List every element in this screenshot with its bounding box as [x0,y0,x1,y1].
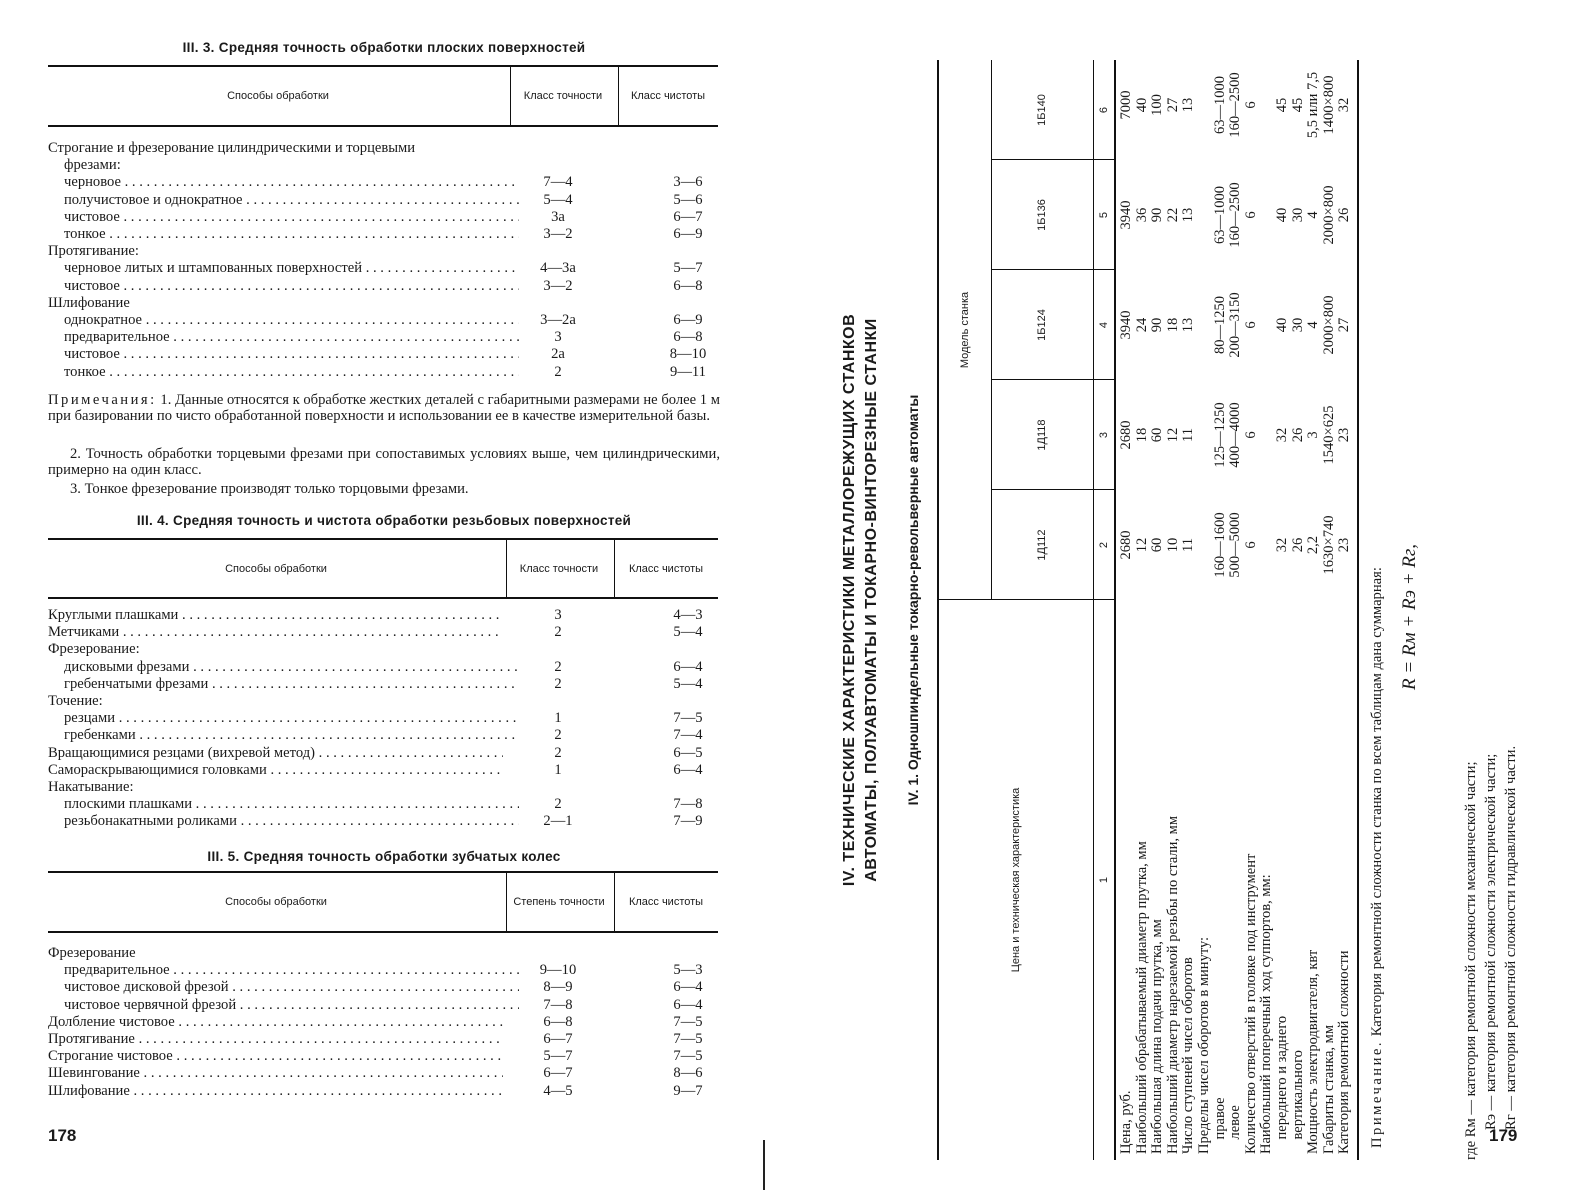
rotated-table-block [837,40,1557,1160]
table5-header [48,871,718,933]
finish-value: 9—11 [670,363,706,380]
where-line-2: Rэ — категория ремонтной сложности электрической части; [1483,753,1499,1130]
row-value: 18 [1164,317,1181,333]
table-row [48,607,720,624]
colnum-4: 4 [1098,321,1110,329]
method-name: Метчиками . . . [48,624,503,641]
row-value: 3 [1305,431,1322,439]
formula: R = Rм + Rэ + Rг, [1399,543,1420,690]
row-value: 2000×800 [1320,295,1337,355]
method-name: Долбление чистовое . . . [48,1014,503,1031]
finish-value: 7—9 [673,813,703,830]
table-row [48,192,720,209]
table5-col-accuracy: Степень точности [513,896,605,908]
table-row [48,796,720,813]
method-name: резьбонакатными роликами . . . [48,813,519,830]
table-row [48,676,720,693]
note-text: Категория ремонтной сложности станка по всем таблицам дана суммарная: [1369,567,1385,1037]
table-row [48,295,720,312]
row-value: 13 [1180,317,1197,333]
finish-value: 8—6 [673,1065,703,1082]
table-row [48,140,720,157]
method-name: предварительное . . . [48,962,519,979]
accuracy-value: 2 [554,796,562,813]
row-value: 1630×740 [1320,515,1337,575]
table4-col-accuracy: Класс точности [519,562,599,575]
accuracy-value: 7—4 [543,174,573,191]
table-row [48,312,720,329]
accuracy-value: 6—8 [543,1013,573,1030]
finish-value: 6—9 [673,226,703,242]
table-bottom-rule [1357,60,1359,1160]
finish-value: 7—8 [673,796,703,813]
table5-col-finish: Класс чистоты [628,896,704,908]
row-value: 2680 [1118,420,1134,450]
finish-value: 8—10 [669,346,707,363]
accuracy-value: 1 [554,710,562,727]
method-name: тонкое . . . [48,364,519,381]
finish-value: 6—5 [673,744,703,761]
accuracy-value: 9—10 [539,962,577,979]
table3-note2: 2. Точность обработки торцевыми фрезами при сопоставимых условиях выше, чем цилиндрическими, примерно на один класс. [48,446,720,478]
method-name: чистовое . . . [48,209,519,226]
row-value: 45 [1274,97,1290,113]
colnum-5: 5 [1098,211,1110,219]
accuracy-value: 5—7 [543,1048,573,1065]
table-row [48,329,720,346]
row-label: правое [1211,1097,1228,1154]
method-name: плоскими плашками . . . [48,796,519,813]
finish-value: 4—3 [673,607,703,623]
row-value: 60 [1149,427,1166,443]
row-value: 13 [1180,207,1197,223]
accuracy-value: 6—7 [543,1065,573,1082]
page-number-left: 178 [48,1126,77,1145]
model-5: 1Б140 [1036,94,1048,126]
method-name: однократное . . . [48,312,519,329]
method-name: резцами . . . [48,710,519,727]
accuracy-value: 2—1 [543,813,573,830]
machine-row [1244,60,1260,1154]
row-value: 7000 [1118,90,1134,120]
accuracy-value: 7—8 [543,996,573,1013]
accuracy-value: 8—9 [543,979,573,996]
table-row [48,641,720,658]
table-row [48,997,720,1014]
machine-row [1337,60,1353,1154]
finish-value: 6—7 [673,208,703,225]
finish-value: 6—8 [673,277,703,294]
row-label: левое [1227,1105,1244,1154]
table-row [48,209,720,226]
where-line-3: Rг — категория ремонтной сложности гидравлической части. [1503,745,1519,1130]
accuracy-value: 2 [554,658,562,675]
table-row [48,779,720,796]
table4-title: III. 4. Средняя точность и чистота обработки резьбовых поверхностей [136,513,632,528]
row-value: 27 [1164,97,1181,113]
colnum-2: 2 [1098,541,1110,549]
machine-row [1119,60,1135,1154]
row-value: 160—2500 [1227,182,1244,248]
machine-row [1228,60,1244,1154]
table-row [48,1065,720,1082]
row-value: 30 [1289,207,1306,223]
row-label: Число ступеней чисел оборотов [1180,957,1197,1154]
finish-value: 7—4 [673,727,703,744]
table-row [48,157,720,174]
finish-value: 7—5 [673,1031,703,1047]
colnum-6: 6 [1098,106,1110,114]
table4-col-finish: Класс чистоты [628,562,704,575]
row-value: 13 [1180,97,1197,113]
row-value: 3940 [1118,200,1134,230]
method-name: Шлифование [48,294,130,311]
method-name: черновое . . . [48,174,519,191]
row-value: 11 [1180,428,1197,442]
chapter-title-line1: IV. ТЕХНИЧЕСКИЕ ХАРАКТЕРИСТИКИ МЕТАЛЛОРЕЖУЩИХ СТАНКОВ [841,313,858,887]
table-row [48,174,720,191]
table-row [48,243,720,260]
row-value: 6 [1242,431,1259,439]
row-value: 2680 [1118,530,1134,560]
colnum-1: 1 [1098,876,1110,884]
model-2: 1Д118 [1036,419,1048,451]
chapter-title-line2: АВТОМАТЫ, ПОЛУАВТОМАТЫ И ТОКАРНО-ВИНТОРЕЗНЫЕ СТАНКИ [863,318,880,882]
table-row [48,693,720,710]
finish-value: 5—4 [673,624,703,641]
row-label: Наибольший обрабатываемый диаметр прутка, мм [1133,841,1150,1154]
where-line-1: где Rм — категория ремонтной сложности механической части; [1463,761,1479,1160]
method-name: предварительное . . . [48,329,519,346]
row-value: 1540×625 [1320,405,1337,465]
table3-note3: 3. Тонкое фрезерование производят только торцовыми фрезами. [70,481,469,497]
method-name: Накатывание: [48,779,134,795]
row-value: 11 [1180,538,1197,552]
method-name: Точение: [48,693,103,709]
method-name: тонкое . . . [48,226,519,243]
table-row [48,278,720,295]
accuracy-value: 3—2 [543,277,573,294]
finish-value: 5—7 [673,260,703,277]
machine-row [1150,60,1166,1154]
row-value: 90 [1149,317,1166,333]
row-value: 80—1250 [1211,296,1228,354]
finish-value: 7—5 [673,710,703,727]
model-4: 1Б136 [1036,199,1048,231]
row-value: 400—4000 [1227,402,1244,468]
table-row [48,813,720,830]
method-name: Фрезерование: [48,641,140,658]
accuracy-value: 2 [554,727,562,744]
row-value: 60 [1149,537,1166,553]
table4-header [48,538,718,599]
row-value: 6 [1242,101,1259,109]
method-name: Протягивание . . . [48,1031,503,1048]
machine-row [1135,60,1151,1154]
method-name: Строгание и фрезерование цилиндрическими и торцевыми [48,140,416,156]
method-name: Строгание чистовое . . . [48,1048,503,1065]
row-label: Наибольший диаметр нарезаемой резьбы по стали, мм [1164,816,1181,1154]
machine-table-header [937,60,1116,1160]
row-value: 26 [1289,427,1306,443]
row-label: Количество отверстий в головке под инструмент [1242,853,1259,1154]
finish-value: 7—5 [673,1013,703,1030]
finish-value: 5—4 [673,675,703,692]
note [1369,567,1386,1148]
accuracy-value: 2 [554,744,562,761]
gutter-mark [763,1140,765,1190]
row-value: 12 [1164,427,1181,443]
accuracy-value: 4—5 [543,1082,573,1099]
row-value: 40 [1133,97,1150,113]
table3-col-finish: Класс чистоты [630,90,706,102]
accuracy-value: 3 [554,329,562,346]
table-row [48,1083,720,1100]
row-value: 63—1000 [1211,186,1228,244]
finish-value: 7—5 [673,1048,703,1065]
row-value: 32 [1274,537,1290,553]
row-value: 2000×800 [1320,185,1337,245]
page-number-right: 179 [1489,1126,1518,1145]
table3-header [48,65,718,127]
table-row [48,745,720,762]
row-value: 160—2500 [1227,72,1244,138]
model-1: 1Д112 [1036,529,1048,561]
notes-label: Примечания: [48,392,157,408]
method-name: Шлифование . . . [48,1083,503,1100]
finish-value: 6—4 [673,979,703,996]
finish-value: 6—4 [673,996,703,1013]
row-label: переднего и заднего [1274,1015,1290,1154]
row-label: Габариты станка, мм [1320,1025,1337,1154]
finish-value: 6—9 [673,312,703,328]
accuracy-value: 2а [551,346,565,363]
row-value: 63—1000 [1211,76,1228,134]
table3-note1 [48,392,720,424]
row-value: 6 [1242,541,1259,549]
table-title: IV. 1. Одношпиндельные токарно-револьверные автоматы [905,394,921,806]
accuracy-value: 3 [554,607,562,623]
row-value: 22 [1164,207,1181,223]
machine-row [1322,60,1338,1154]
finish-value: 5—6 [673,191,703,208]
method-name: Вращающимися резцами (вихревой метод) . . . [48,745,503,762]
method-name: чистовое червячной фрезой . . . [48,997,519,1014]
method-name: чистовое дисковой фрезой . . . [48,979,519,996]
table-row [48,710,720,727]
accuracy-value: 2 [554,675,562,692]
row-value: 36 [1133,207,1150,223]
machine-row [1306,60,1322,1154]
method-name: Фрезерование [48,945,136,961]
accuracy-value: 3а [551,208,565,225]
table-row [48,1014,720,1031]
method-name: черновое литых и штампованных поверхностей . . . [48,260,519,277]
finish-value: 6—8 [673,329,703,346]
accuracy-value: 2 [554,363,562,380]
table-row [48,727,720,744]
table3-col-accuracy: Класс точности [523,90,603,102]
machine-row [1166,60,1182,1154]
method-name: гребенками . . . [48,727,519,744]
row-label: Наибольший поперечный ход суппортов, мм: [1258,874,1275,1154]
row-value: 5,5 или 7,5 [1305,71,1322,139]
row-value: 4 [1305,211,1322,219]
finish-value: 5—3 [673,962,703,979]
table-row [48,979,720,996]
right-page [797,0,1594,1200]
table4-col-method: Способы обработки [225,562,327,575]
row-value: 4 [1305,321,1322,329]
table-row [48,624,720,641]
accuracy-value: 6—7 [543,1031,573,1047]
machine-row [1181,60,1197,1154]
header-model: Модель станка [959,291,971,369]
accuracy-value: 5—4 [543,191,573,208]
method-name: фрезами: [64,157,121,174]
row-value: 32 [1336,97,1353,113]
table-row [48,226,720,243]
row-value: 1400×800 [1320,75,1337,135]
row-value: 200—3150 [1227,292,1244,358]
method-name: чистовое . . . [48,278,519,295]
table3-title: III. 3. Средняя точность обработки плоских поверхностей [182,40,586,55]
accuracy-value: 1 [554,761,562,778]
machine-row [1275,60,1291,1154]
table5-title: III. 5. Средняя точность обработки зубчатых колес [207,849,561,864]
method-name: Самораскрывающимися головками . . . [48,762,503,779]
row-value: 23 [1336,427,1353,443]
row-value: 10 [1164,537,1181,553]
table-row [48,260,720,277]
row-label: Пределы чисел оборотов в минуту: [1196,936,1212,1154]
method-name: дисковыми фрезами . . . [48,659,519,676]
row-value: 90 [1149,207,1166,223]
model-3: 1Б124 [1036,309,1048,341]
row-value: 26 [1289,537,1306,553]
method-name: чистовое . . . [48,346,519,363]
row-value: 6 [1242,321,1259,329]
header-char: Цена и техническая характеристика [1010,787,1022,973]
row-value: 24 [1133,317,1150,333]
machine-row [1259,60,1275,1154]
finish-value: 6—4 [673,761,703,778]
row-value: 40 [1274,207,1290,223]
note1-text: 1. Данные относятся к обработке жестких деталей с габаритными размерами не более 1 м при базировании по чисто обработанной поверхности и использовании ее в качестве измерительной базы. [48,392,720,424]
table-row [48,346,720,363]
row-value: 45 [1289,97,1306,113]
row-label: Цена, руб. [1118,1090,1134,1154]
row-label: вертикального [1289,1050,1306,1154]
row-value: 125—1250 [1211,402,1228,468]
method-name: гребенчатыми фрезами . . . [48,676,519,693]
row-label: Мощность электродвигателя, квт [1305,949,1322,1154]
colnum-3: 3 [1098,431,1110,439]
row-value: 18 [1133,427,1150,443]
row-value: 32 [1274,427,1290,443]
table-row [48,364,720,381]
row-value: 2,2 [1305,535,1322,555]
method-name: Протягивание: [48,243,139,260]
accuracy-value: 3—2 [543,226,573,242]
finish-value: 9—7 [673,1082,703,1099]
row-value: 30 [1289,317,1306,333]
accuracy-value: 2 [554,624,562,641]
row-value: 12 [1133,537,1150,553]
method-name: Шевингование . . . [48,1065,503,1082]
table-row [48,1048,720,1065]
row-value: 500—5000 [1227,512,1244,578]
row-label: Категория ремонтной сложности [1336,950,1353,1154]
row-value: 23 [1336,537,1353,553]
row-value: 27 [1336,317,1353,333]
accuracy-value: 4—3а [540,260,576,277]
row-value: 40 [1274,317,1290,333]
row-value: 26 [1336,207,1353,223]
row-value: 100 [1149,94,1166,116]
finish-value: 6—4 [673,658,703,675]
row-label: Наибольшая длина подачи прутка, мм [1149,919,1166,1154]
row-value: 6 [1242,211,1259,219]
method-name: Круглыми плашками . . . [48,607,503,624]
row-value: 160—1600 [1211,512,1228,578]
row-value: 3940 [1118,310,1134,340]
note-label: Примечание. [1369,1039,1385,1148]
table3-col-method: Способы обработки [227,90,329,102]
machine-row [1291,60,1307,1154]
table-row [48,962,720,979]
table5-col-method: Способы обработки [225,896,327,908]
table-row [48,945,720,962]
table-row [48,762,720,779]
machine-row [1213,60,1229,1154]
machine-row [1197,60,1213,1154]
method-name: получистовое и однократное . . . [48,192,519,209]
table-row [48,659,720,676]
table-row [48,1031,720,1048]
finish-value: 3—6 [673,174,703,191]
accuracy-value: 3—2а [540,312,576,328]
